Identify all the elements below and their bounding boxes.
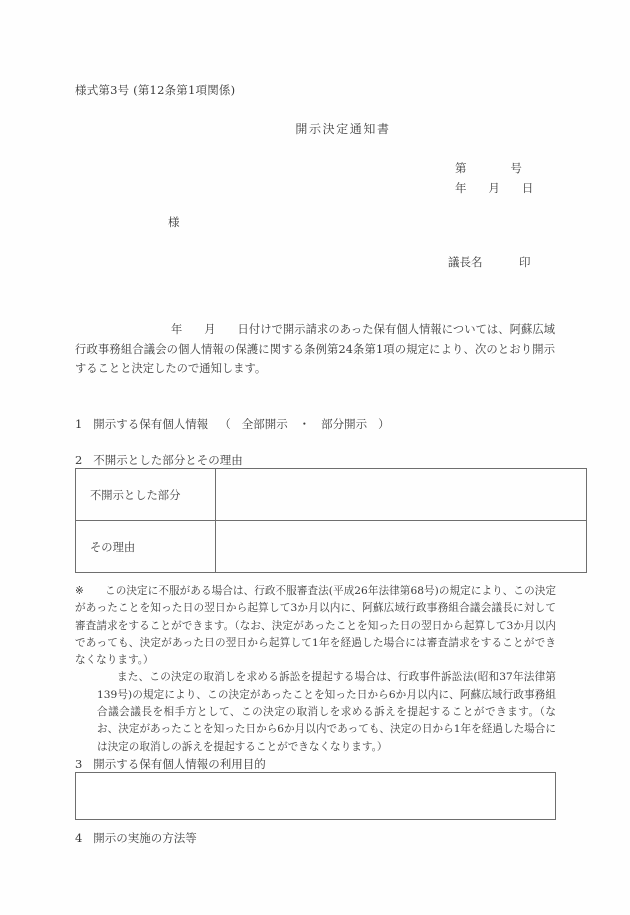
purpose-input-box[interactable]	[75, 772, 556, 820]
item-3-purpose-heading: 3 開示する保有個人情報の利用目的	[75, 757, 266, 771]
body-paragraph	[75, 320, 555, 379]
signer-field: 議長名 印	[448, 255, 531, 269]
nondisclosure-table	[75, 468, 587, 573]
item-4-disclosure-method-heading: 4 開示の実施の方法等	[75, 831, 197, 845]
table-row	[76, 469, 587, 521]
legal-notice-paragraph-2: また、この決定の取消しを求める訴訟を提起する場合は、行政事件訴訟法(昭和37年法律第139号)の規定により、この決定があったことを知った日から6か月以内に、阿蘇広域行政事務組合議会議長を相手方として、この決定の取消しを求める訴えを提起することができます。（なお、決定があったことを知った日から6か月以内であっても、決定の日から1年を経過した場合には決定の取消しの訴えを提起することができなくなります。）	[97, 671, 556, 753]
body-text: 付けで開示請求のあった保有個人情報については、阿蘇広域行政事務組合議会の個人情報の保護に関する条例第24条第1項の規定により、次のとおり開示することと決定したので通知します。	[75, 323, 555, 375]
page-title: 開示決定通知書	[295, 122, 391, 136]
document-meta-block	[455, 158, 533, 198]
note-mark-icon: ※	[75, 585, 84, 597]
table-row-value[interactable]	[216, 521, 587, 573]
item-1-disclosed-information: 1 開示する保有個人情報 （ 全部開示 ・ 部分開示 ）	[75, 417, 390, 431]
item-2-nondisclosure-heading: 2 不開示とした部分とその理由	[75, 453, 243, 467]
table-row-value[interactable]	[216, 469, 587, 521]
form-number-label: 様式第3号 (第12条第1項関係)	[75, 83, 236, 97]
table-row-label: 不開示とした部分	[76, 469, 216, 521]
table-row-label: その理由	[76, 521, 216, 573]
legal-notice-text-1: この決定に不服がある場合は、行政不服審査法(平成26年法律第68号)の規定により、この決定があったことを知った日の翌日から起算して3か月以内に、阿蘇広域行政事務組合議会議長に対して審査請求をすることができます。（なお、決定があったことを知った日の翌日から起算して3か月以内であっても、決定があった日の翌日から起算して1年を経過した場合には審査請求をすることができなくなります。）	[75, 585, 556, 667]
legal-notice-paragraph-1	[75, 583, 556, 669]
body-date-blank: 年 月 日	[171, 323, 249, 336]
addressee-field: 様	[168, 215, 180, 229]
document-number-field: 第 号	[455, 161, 522, 175]
document-date-field: 年 月 日	[455, 181, 534, 195]
legal-notice-block	[75, 583, 556, 756]
table-row	[76, 521, 587, 573]
